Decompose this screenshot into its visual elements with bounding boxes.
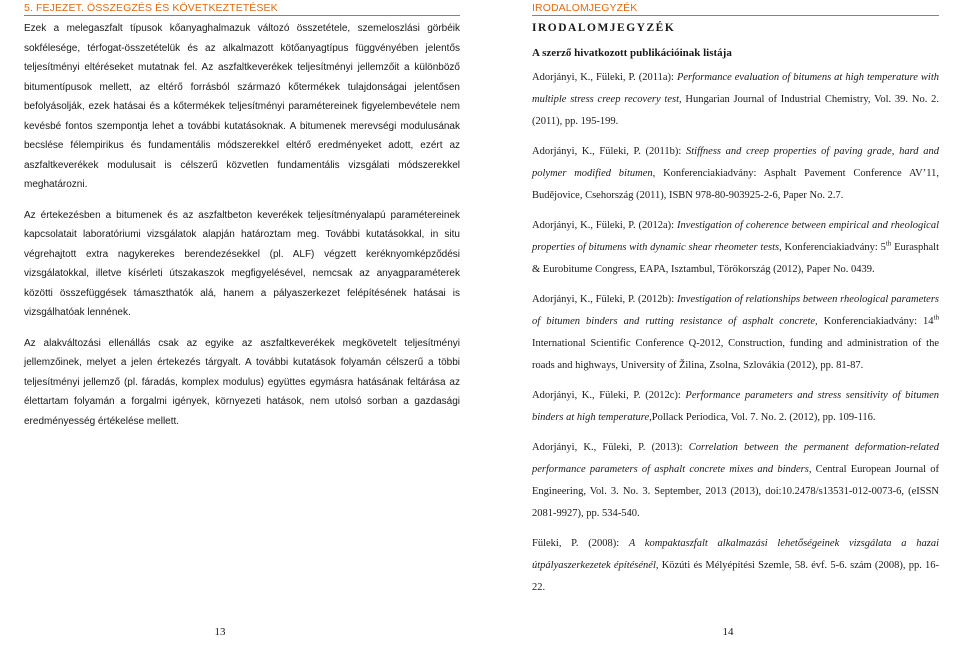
reference-item xyxy=(532,533,939,599)
reference-item xyxy=(532,215,939,281)
reference-item xyxy=(532,141,939,207)
reference-item xyxy=(532,385,939,429)
reference-source: Central European Journal of Engineering, Vol. 3. No. 3. September, 2013 (2013), doi:10.2478/s13531-012-0073-6, (eISSN 2081-9927), pp. 534-540. xyxy=(532,464,940,519)
reference-source-prefix: Konferenciakiadvány: 5 xyxy=(781,242,886,253)
body-paragraph-1: Ezek a melegaszfalt típusok kőanyaghalmazuk változó összetétele, szemeloszlási görbéik sokfélesége, térfogat-összetételük és az alkalmazott kötőanyagtípus függvényében jelentős teljesítményi eltéréseket mutatnak fel. Az aszfaltkeverékek teljesítményi jellemzőit a különböző bitumentípusok mellett, az eltérő forrásból származó kőtermékek tulajdonságai jelentősen befolyásolják, ezek hatásai és a kőtermékek teljesítményi paramétereinek figyelembevétele nem kevésbé fontos szempontja lehet a további kutatásoknak. A bitumenek merevségi modulusának becslése félempirikus és fundamentális módszerekkel eltérő eredményeket adott, ezért az aszfaltkeverékek modulusait is célszerű közvetlen fundamentális vizsgálati módszerekkel meghatározni. xyxy=(24,23,460,190)
reference-title: Performance parameters and stress sensitivity of bitumen binders at high temperature, xyxy=(532,390,939,423)
ordinal-suffix: th xyxy=(885,239,892,248)
reference-title: Stiffness and creep properties of paving grade, hard and polymer modified bitumen, xyxy=(532,146,939,179)
reference-title: Investigation of relationships between rheological parameters of bitumen binders and rutting resistance of asphalt concrete, xyxy=(532,294,939,327)
chapter-header: 5. FEJEZET. ÖSSZEGZÉS ÉS KÖVETKEZTETÉSEK xyxy=(24,0,460,16)
reference-item xyxy=(532,437,939,525)
reference-item xyxy=(532,289,939,377)
reference-source: Közúti és Mélyépítési Szemle, 58. évf. 5-6. szám (2008), pp. 16-22. xyxy=(532,560,939,593)
reference-title: A kompaktaszfalt alkalmazási lehetőségeinek vizsgálata a hazai útpályaszerkezetek építésénél, xyxy=(532,538,939,571)
page-number-right: 14 xyxy=(722,626,734,638)
body-paragraph-3: Az alakváltozási ellenállás csak az egyike az aszfaltkeverékek megkövetelt teljesítményi jellemzőinek, melyet a jelen értekezés tárgyalt. A további kutatások folyamán célszerű a többi teljesítményi jellemző (pl. fáradás, komplex modulus) együttes egymásra hatásának feltárása az élettartam folyamán a forgalmi igények, környezeti hatások, nem utolsó sorban a gazdasági eredményesség értékelése mellett. xyxy=(24,337,460,427)
running-header: IRODALOMJEGYZÉK xyxy=(532,0,939,16)
reference-authors: Adorjányi, K., Füleki, P. (2012a): xyxy=(532,220,678,231)
reference-title: Investigation of coherence between empirical and rheological properties of bitumens with dynamic shear rheometer tests, xyxy=(532,220,939,253)
reference-item xyxy=(532,67,939,133)
reference-source: International Scientific Conference Q-2012, Construction, funding and administration of the roads and highways, University of Žilina, Zsolna, Szlovákia (2012), pp. 81-87. xyxy=(532,338,939,371)
reference-source: Konferenciakiadvány: Asphalt Pavement Conference AV’11, Budějovice, Csehország (2011), ISBN 978-80-903925-2-6, Paper No. 2.7. xyxy=(532,168,939,201)
reference-authors: Adorjányi, K., Füleki, P. (2012b): xyxy=(532,294,678,305)
reference-source: Eurasphalt & Eurobitume Congress, EAPA, Isztambul, Törökország (2012), Paper No. 0439. xyxy=(532,242,939,275)
references-subtitle: A szerző hivatkozott publikációinak listája xyxy=(532,47,732,59)
reference-source: Hungarian Journal of Industrial Chemistry, Vol. 39. No. 2. (2011), pp. 195-199. xyxy=(532,94,939,127)
reference-source: Pollack Periodica, Vol. 7. No. 2. (2012), pp. 109-116. xyxy=(651,412,876,423)
references-title: IRODALOMJEGYZÉK xyxy=(532,22,676,34)
ordinal-suffix: th xyxy=(933,313,939,322)
reference-title: Performance evaluation of bitumens at high temperature with multiple stress creep recovery test, xyxy=(532,72,939,105)
reference-authors: Adorjányi, K., Füleki, P. (2012c): xyxy=(532,390,686,401)
reference-source-prefix: Konferenciakiadvány: 14 xyxy=(817,316,934,327)
reference-authors: Füleki, P. (2008): xyxy=(532,538,629,549)
right-page xyxy=(480,0,959,659)
reference-authors: Adorjányi, K., Füleki, P. (2013): xyxy=(532,442,689,453)
reference-authors: Adorjányi, K., Füleki, P. (2011a): xyxy=(532,72,677,83)
reference-authors: Adorjányi, K., Füleki, P. (2011b): xyxy=(532,146,686,157)
reference-title: Correlation between the permanent deformation-related performance parameters of asphalt concrete mixes and binders, xyxy=(532,442,940,475)
body-paragraph-2: Az értekezésben a bitumenek és az aszfaltbeton keverékek teljesítményalapú paramétereinek kapcsolatait laboratóriumi vizsgálatok alapján határoztam meg. További kutatásokkal, in situ végrehajtott extra nagykerekes berendezésekkel (pl. ALF) végzett keréknyomképződési vizsgálatokkal, illetve kísérleti útszakaszok megfigyelésével, nemcsak az anyagparaméterek közötti összefüggések támaszthatók alá, hanem a pályaszerkezet felépítésének hatásai is vizsgálhatóak lennének. xyxy=(24,209,460,318)
page-number-left: 13 xyxy=(214,626,226,638)
